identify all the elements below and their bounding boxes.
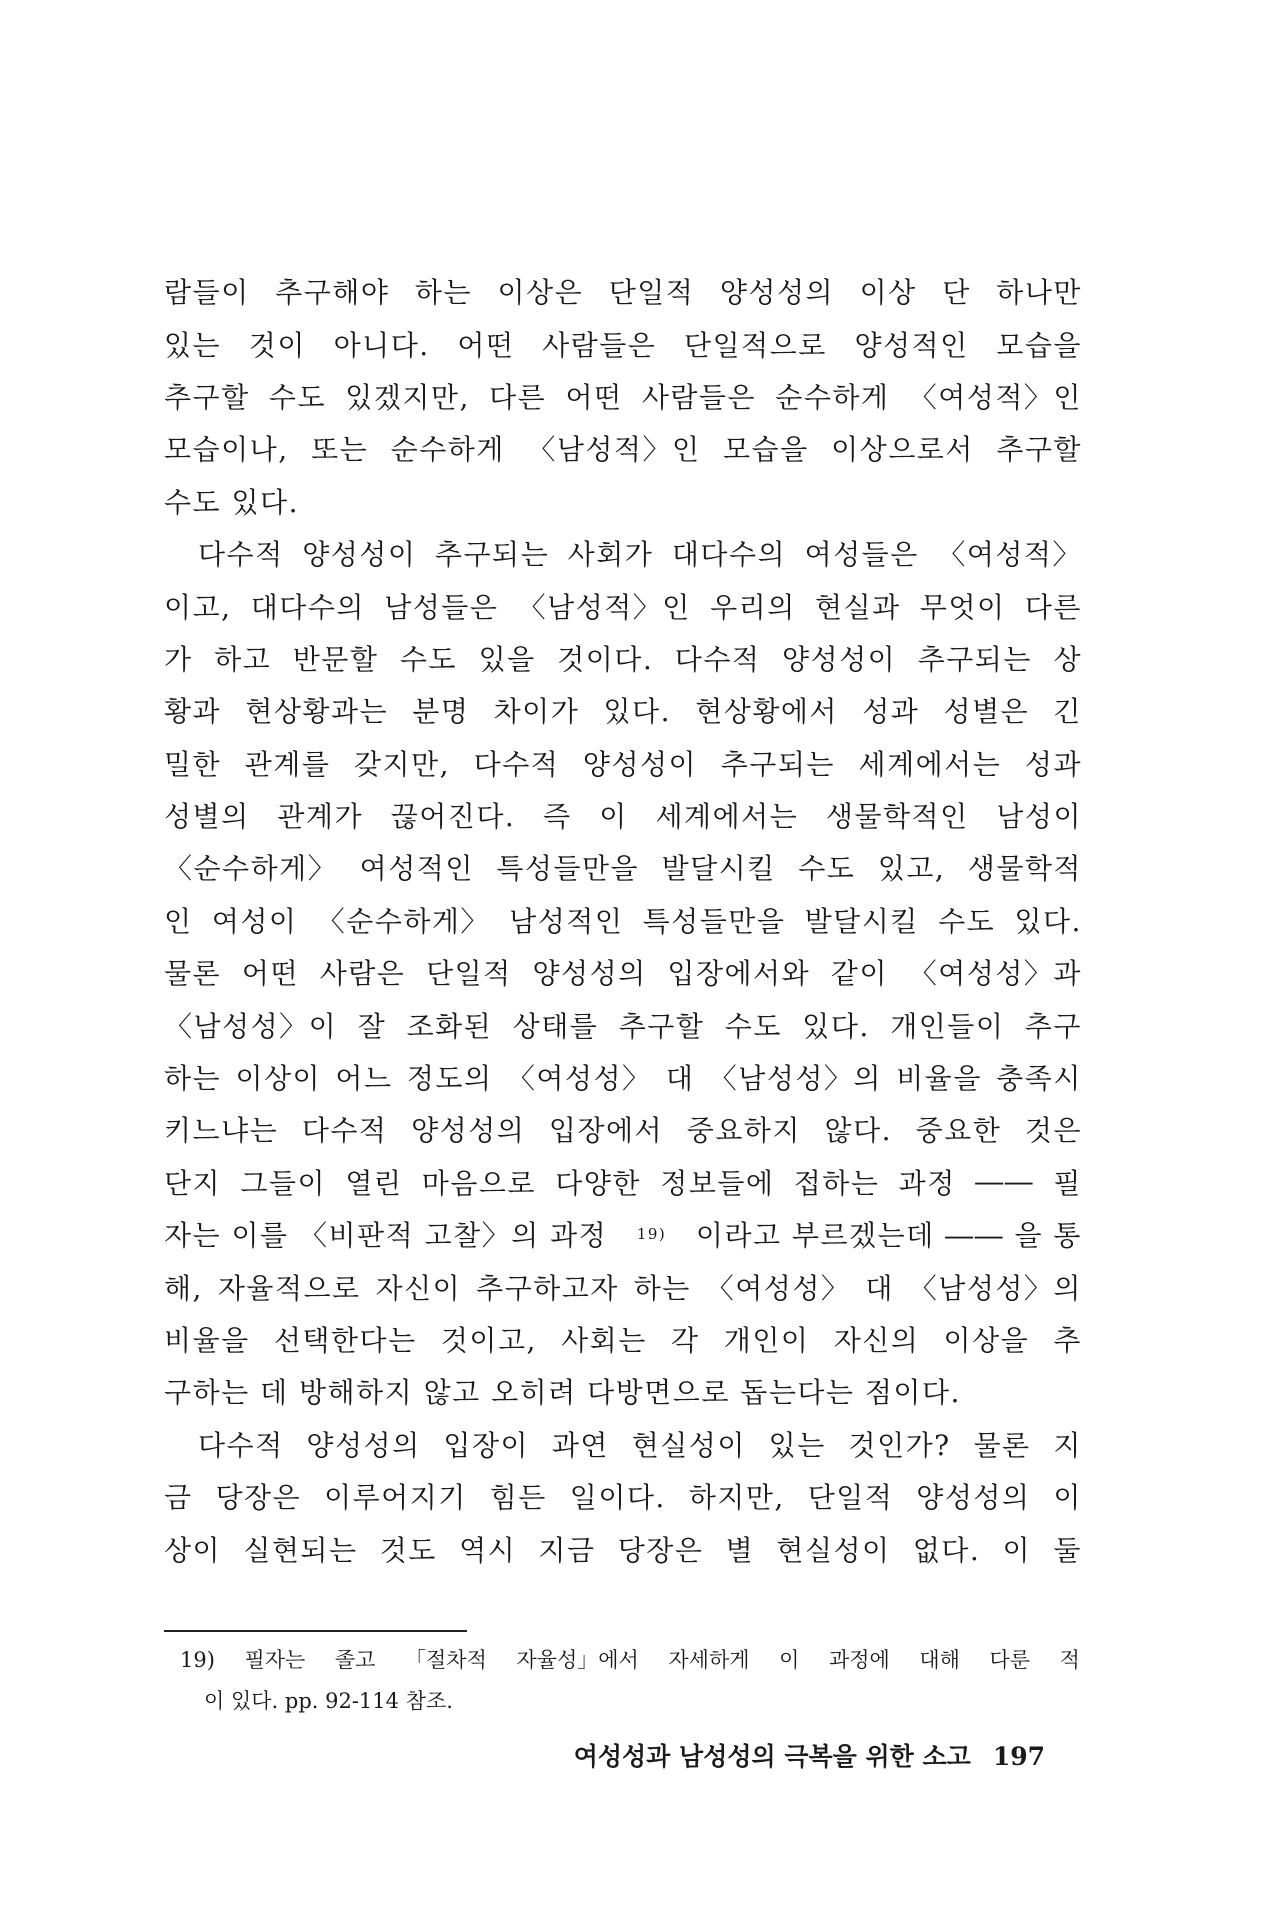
word: 〈여성성〉 <box>705 1271 851 1305</box>
word: 있다. <box>1014 904 1082 938</box>
word: 19) <box>180 1648 215 1672</box>
body-line <box>164 632 1082 684</box>
word: 일이다. <box>569 1481 666 1515</box>
body-line: 구하는 데 방해하지 않고 오히려 다방면으로 돕는다는 점이다. <box>164 1376 961 1410</box>
word: 이 <box>1002 1533 1032 1567</box>
word: 추구할 <box>618 1009 705 1043</box>
word: 어떤 <box>565 380 623 414</box>
word: 양성성이 <box>302 538 417 572</box>
word: 세계에서는 <box>655 800 799 834</box>
word: 둘 <box>1053 1533 1082 1567</box>
word: 갖지만, <box>353 747 451 781</box>
word: 〈남성성〉의 <box>908 1271 1082 1305</box>
word: 지 <box>1053 1428 1082 1462</box>
word: 추구할 <box>164 380 250 414</box>
body-line: 수도 있다. <box>164 485 299 519</box>
word: 긴 <box>1053 695 1082 729</box>
word: 잘 <box>357 1009 387 1043</box>
body-line <box>164 265 1082 317</box>
word: 〈남성적〉인 <box>527 433 701 467</box>
word: 람들이 <box>164 276 250 310</box>
word: 않다. <box>824 1114 893 1148</box>
word: 단 <box>942 276 971 310</box>
word: 이 <box>1053 1481 1082 1515</box>
word: 하지만, <box>688 1481 785 1515</box>
word: 아니다. <box>333 328 430 362</box>
body-line <box>164 1103 1082 1155</box>
word: 실현되는 <box>243 1533 358 1567</box>
body-line <box>164 1470 1082 1522</box>
word: 과정 <box>898 1166 956 1200</box>
word: 반문할 <box>292 642 379 676</box>
word: 지금 <box>538 1533 596 1567</box>
word: 성과 <box>1024 747 1082 781</box>
word: 필자는 <box>244 1648 306 1672</box>
body-line <box>164 1260 1082 1312</box>
word: 있겠지만, <box>345 380 470 414</box>
word: 어떤 <box>241 957 299 991</box>
word: 단일적으로 <box>684 328 827 362</box>
word: 다수적 <box>198 538 284 572</box>
body-line-segment: 이라고 부르겠는데 ―― 을 통 <box>695 1219 1082 1253</box>
word: 이상이 <box>235 1062 322 1096</box>
body-line-with-footnote-ref: 자는 이를 〈비판적 고찰〉의 과정 19) 이라고 부르겠는데 ―― 을 통 <box>164 1208 1082 1260</box>
word: 이상 <box>859 276 917 310</box>
word: 개인들이 <box>890 1009 1005 1043</box>
word: 하나만 <box>996 276 1082 310</box>
word: 각 <box>670 1324 700 1357</box>
word: 사회가 <box>567 538 654 572</box>
word: 당장은 <box>215 1481 302 1515</box>
word: 단지 <box>164 1166 222 1200</box>
word: 과연 <box>551 1428 609 1462</box>
word: 그들이 <box>240 1166 327 1200</box>
word: 모습을 <box>996 328 1082 362</box>
word: 충족시 <box>996 1062 1082 1096</box>
word: 끊어진다. <box>390 800 516 834</box>
word: 〈남성성〉이 <box>164 1009 338 1043</box>
word: 추구해야 <box>275 276 390 310</box>
word: 사람은 <box>319 957 406 991</box>
word: 어느 <box>335 1062 393 1096</box>
word: 있을 <box>478 642 536 676</box>
word: 개인이 <box>723 1324 810 1357</box>
word: 과정에 <box>828 1648 890 1672</box>
word: 자신이 <box>375 1271 462 1305</box>
word: 추구되는 <box>434 538 550 572</box>
word: 우리의 <box>710 590 796 624</box>
paragraph-start-line <box>164 1418 1082 1470</box>
word: 당장은 <box>617 1533 704 1567</box>
word: 남성이 <box>996 800 1082 834</box>
word: 발달시킬 <box>804 904 919 938</box>
body-line <box>164 684 1082 736</box>
word: 입장에서와 <box>667 957 811 991</box>
word: 양성성이 <box>781 642 897 676</box>
word: 현실성이 <box>776 1533 891 1567</box>
word: 어떤 <box>457 328 515 362</box>
word: 순수하게 <box>390 433 505 467</box>
body-line <box>164 894 1082 946</box>
word: 단일적 <box>807 1481 894 1515</box>
word: 다수적 <box>301 1114 388 1148</box>
word: 중요하지 <box>686 1114 801 1148</box>
word: 하는 <box>414 276 472 310</box>
word: 다양한 <box>555 1166 641 1200</box>
word: 다룬 <box>989 1648 1031 1672</box>
word: 수도 <box>798 852 856 886</box>
word: 현상황과는 <box>245 695 389 729</box>
word: 것이 <box>248 328 306 362</box>
page-number: 197 <box>992 1742 1045 1771</box>
word: 단일적 <box>608 276 695 310</box>
word: 현상황에서 <box>695 695 838 729</box>
word: 자율적으로 <box>217 1271 361 1305</box>
word: 비율을 <box>164 1324 250 1357</box>
word: 관계를 <box>244 747 331 781</box>
word: 수도 <box>938 904 996 938</box>
word: 사람들은 <box>641 380 757 414</box>
word: 양성성의 <box>411 1114 526 1148</box>
word: 〈여성성〉 <box>506 1062 652 1096</box>
word: 이상은 <box>497 276 584 310</box>
body-line <box>164 370 1082 422</box>
word: 것도 <box>379 1533 437 1567</box>
word: 밀한 <box>164 747 222 781</box>
word: 수도 <box>724 1009 782 1043</box>
word: 〈여성적〉인 <box>908 380 1082 414</box>
word: 추구하고자 <box>476 1271 619 1305</box>
word: 인 <box>164 904 193 938</box>
word: 이루어지기 <box>324 1481 467 1515</box>
word: 추구 <box>1024 1009 1082 1043</box>
footnote-line: 이 있다. pp. 92-114 참조. <box>204 1689 453 1713</box>
word: 것은 <box>1024 1114 1082 1148</box>
body-line <box>164 789 1082 841</box>
word: 관계가 <box>277 800 363 834</box>
word: 양성성의 <box>719 276 835 310</box>
word: 현실과 <box>815 590 901 624</box>
word: 「절차적 <box>405 1648 487 1672</box>
word: 양성성의 <box>532 957 647 991</box>
word: 모습이나, <box>164 433 289 467</box>
word: 같이 <box>830 957 888 991</box>
word: 이고, <box>164 590 232 624</box>
word: 대 <box>665 1062 695 1096</box>
word: 것인가? <box>848 1428 951 1462</box>
word: 적 <box>1059 1648 1080 1672</box>
word: 수도 <box>268 380 327 414</box>
word: 접하는 <box>793 1166 880 1200</box>
word: 순수하게 <box>775 380 890 414</box>
word: 금 <box>164 1481 193 1515</box>
word: 또는 <box>311 433 369 467</box>
word: 하는 <box>164 1062 222 1096</box>
word: 남성적인 <box>509 904 624 938</box>
word: 성과 <box>862 695 920 729</box>
word: 대다수의 <box>671 538 787 572</box>
word: 다른 <box>1024 590 1082 624</box>
body-line <box>164 1522 1082 1574</box>
word: 중요한 <box>915 1114 1002 1148</box>
word: 여성이 <box>211 904 298 938</box>
body-text <box>164 265 1082 1575</box>
word: 이상으로서 <box>831 433 974 467</box>
word: 무엇이 <box>919 590 1006 624</box>
word: 있고, <box>877 852 946 886</box>
running-title: 여성성과 남성성의 극복을 위한 소고 <box>573 1742 971 1771</box>
word: 마음으로 <box>421 1166 536 1200</box>
footnote-divider <box>164 1630 467 1632</box>
word: 특성들만을 <box>496 852 640 886</box>
word: 별 <box>725 1533 755 1567</box>
word: 졸고 <box>334 1648 376 1672</box>
word: 있다. <box>603 695 671 729</box>
word: 있는 <box>164 328 222 362</box>
word: 차이가 <box>493 695 580 729</box>
word: 〈여성성〉과 <box>908 957 1082 991</box>
word: 다른 <box>489 380 547 414</box>
word: 이상을 <box>943 1324 1030 1357</box>
word: 양성성의 <box>306 1428 421 1462</box>
word: 추구되는 <box>917 642 1032 676</box>
word: 성별은 <box>943 695 1030 729</box>
word: 없다. <box>912 1533 981 1567</box>
body-line <box>164 946 1082 998</box>
body-line <box>164 317 1082 369</box>
word: 〈여성적〉 <box>937 538 1082 572</box>
word: 있는 <box>768 1428 826 1462</box>
body-line-segment: 자는 이를 〈비판적 고찰〉의 과정 <box>164 1219 608 1253</box>
paragraph-start-line <box>164 527 1082 579</box>
word: 키느냐는 <box>164 1114 279 1148</box>
body-line <box>164 998 1082 1050</box>
body-line <box>164 1313 1082 1365</box>
word: 정보들에 <box>660 1166 775 1200</box>
word: 특성들만을 <box>642 904 786 938</box>
word: 선택한다는 <box>273 1324 417 1357</box>
word: 여성들은 <box>804 538 919 572</box>
word: 황과 <box>164 695 222 729</box>
word: 추 <box>1053 1324 1082 1357</box>
body-line <box>164 1156 1082 1208</box>
word: 사람들은 <box>542 328 657 362</box>
body-line <box>164 422 1082 474</box>
word: 추구할 <box>996 433 1082 467</box>
word: 모습을 <box>722 433 809 467</box>
word: 역시 <box>459 1533 517 1567</box>
word: 다수적 <box>674 642 761 676</box>
word: 분명 <box>412 695 470 729</box>
word: 정도의 <box>406 1062 493 1096</box>
word: 상이 <box>164 1533 222 1567</box>
word: 다수적 <box>473 747 560 781</box>
word: 즉 <box>542 800 572 834</box>
word: ―― <box>975 1165 1035 1199</box>
word: 〈순수하게〉 <box>164 852 338 886</box>
word: 세계에서는 <box>858 747 1002 781</box>
word: 자세하게 <box>668 1648 750 1672</box>
word: 입장이 <box>443 1428 530 1462</box>
word: 추구되는 <box>720 747 835 781</box>
footnote-line <box>180 1640 1080 1681</box>
word: 생물학적인 <box>825 800 969 834</box>
word: 있다. <box>802 1009 870 1043</box>
word: 조화된 <box>406 1009 493 1043</box>
word: 사회는 <box>561 1324 647 1357</box>
footnote <box>180 1640 1080 1722</box>
word: 대 <box>865 1271 894 1305</box>
word: 〈남성적〉인 <box>517 590 691 624</box>
word: 이 <box>779 1648 800 1672</box>
word: 힘든 <box>489 1481 547 1515</box>
word: 것이고, <box>440 1324 537 1357</box>
word: 〈순수하게〉 <box>316 904 490 938</box>
word: 단일적 <box>426 957 512 991</box>
word: 자신의 <box>833 1324 920 1357</box>
word: 생물학적 <box>967 852 1082 886</box>
body-line <box>164 841 1082 893</box>
word: 것이다. <box>557 642 654 676</box>
word: 상 <box>1053 642 1082 676</box>
word: 발달시킬 <box>661 852 776 886</box>
body-line <box>164 1051 1082 1103</box>
word: 하고 <box>214 642 272 676</box>
word: 남성들은 <box>384 590 499 624</box>
word: 필 <box>1053 1166 1082 1200</box>
word: 양성성의 <box>916 1481 1031 1515</box>
word: 물론 <box>973 1428 1031 1462</box>
word: 대다수의 <box>250 590 365 624</box>
word: 다수적 <box>198 1428 284 1462</box>
word: 여성적인 <box>359 852 474 886</box>
word: 양성적인 <box>854 328 969 362</box>
running-footer <box>565 1737 1045 1773</box>
word: 해, <box>164 1271 203 1305</box>
word: 성별의 <box>164 800 250 834</box>
word: 열린 <box>345 1166 403 1200</box>
word: 가 <box>164 642 193 676</box>
body-line <box>164 737 1082 789</box>
word: 대해 <box>919 1648 960 1672</box>
word: 〈남성성〉의 <box>708 1062 882 1096</box>
word: 상태를 <box>512 1009 599 1043</box>
word: 물론 <box>164 957 222 991</box>
word: 수도 <box>399 642 458 676</box>
word: 현실성이 <box>631 1428 746 1462</box>
word: 자율성」에서 <box>516 1648 639 1672</box>
body-line <box>164 579 1082 631</box>
word: 입장에서 <box>548 1114 664 1148</box>
word: 양성성이 <box>582 747 698 781</box>
word: 하는 <box>633 1271 691 1305</box>
word: 이 <box>599 800 628 834</box>
word: 비율을 <box>896 1062 982 1096</box>
